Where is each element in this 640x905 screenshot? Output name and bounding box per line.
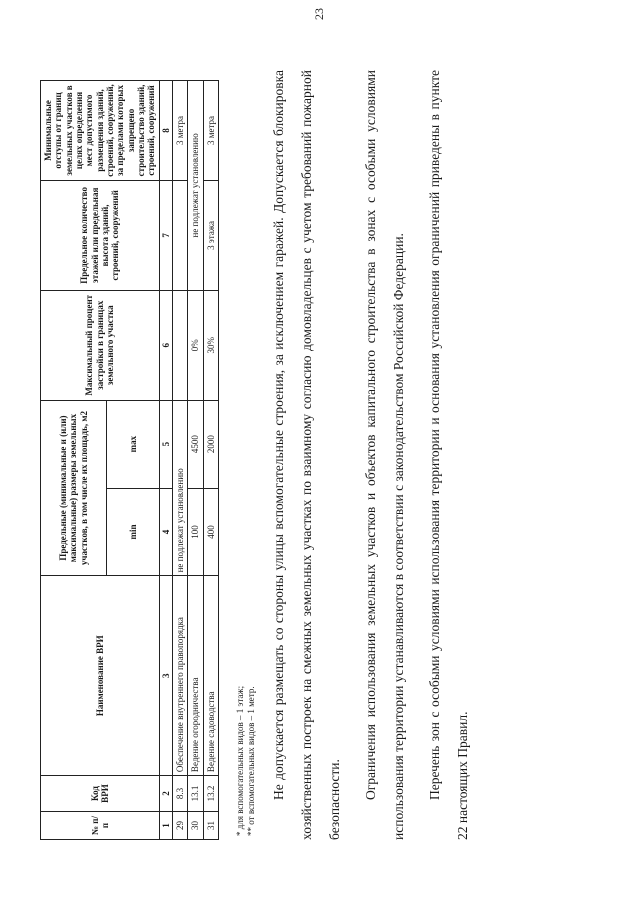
- row-setback: 3 метра: [173, 81, 188, 181]
- header-floors: Предельное количество этажей или предельная высота зданий, строений, сооружений: [41, 180, 160, 290]
- rotated-page-content: [20, 30, 620, 880]
- row-code: 13.1: [188, 776, 203, 812]
- column-number: 4: [159, 488, 172, 576]
- row-max: 4500: [188, 400, 203, 488]
- row-name: Обеспечение внутреннего правопорядка: [173, 576, 188, 776]
- header-percent: Максимальный процент застройки в границах земельного участка: [41, 290, 160, 400]
- row-code: 8.3: [173, 776, 188, 812]
- table-notes: [235, 686, 258, 836]
- paragraph: Ограничения использования земельных участков и объектов капитального строительства в зонах с особыми условиями использования территории устанавливаются в соответствии с законодательством Российской Федерации.: [363, 70, 406, 840]
- header-max: max: [106, 400, 159, 488]
- table-note: ** от вспомогательных видов – 1 метр.: [246, 686, 257, 836]
- paragraph: Перечень зон с особыми условиями использования территории и основания установления ограничений приведены в пункте 22 настоящих Правил.: [427, 70, 470, 840]
- column-number: 5: [159, 400, 172, 488]
- row-floors: [173, 180, 188, 290]
- column-numbers-row: [159, 81, 172, 840]
- row-code: 13.2: [203, 776, 218, 812]
- land-use-regulations-table: [40, 80, 219, 840]
- table-row: [203, 81, 218, 840]
- row-num: 29: [173, 812, 188, 840]
- row-min: 400: [203, 488, 218, 576]
- row-min: 100: [188, 488, 203, 576]
- column-number: 8: [159, 81, 172, 181]
- row-setback: 3 метра: [203, 81, 218, 181]
- row-max: 2000: [203, 400, 218, 488]
- header-min: min: [106, 488, 159, 576]
- row-size: не подлежат установлению: [173, 400, 188, 576]
- column-number: 6: [159, 290, 172, 400]
- column-number: 7: [159, 180, 172, 290]
- header-size: Предельные (минимальные и (или) максимальные) размеры земельных участков, в том числе их площадь, м2: [41, 400, 107, 576]
- row-floors: 3 этажа: [203, 180, 218, 290]
- page-number: 23: [312, 8, 326, 20]
- column-number: 1: [159, 812, 172, 840]
- row-floors-setback: не подлежат установлению: [188, 81, 203, 291]
- header-num: № п/п: [41, 812, 160, 840]
- row-name: Ведение садоводства: [203, 576, 218, 776]
- body-text: [265, 70, 485, 840]
- table-header-row: [41, 81, 107, 840]
- row-percent: 30%: [203, 290, 218, 400]
- table-row: [173, 81, 188, 840]
- header-code: Код ВРИ: [41, 776, 160, 812]
- row-percent: [173, 290, 188, 400]
- paragraph: Не допускается размещать со стороны улицы вспомогательные строения, за исключением гаражей. Допускается блокировка хозяйственных построек на смежных земельных участках по взаимному согласию домовладельцев с учетом требований пожарной безопасности.: [271, 70, 342, 840]
- column-number: 3: [159, 576, 172, 776]
- table-row: [188, 81, 203, 840]
- table-note: * для вспомогательных видов – 1 этаж;: [235, 685, 245, 836]
- row-num: 30: [188, 812, 203, 840]
- header-name: Наименование ВРИ: [41, 576, 160, 776]
- row-num: 31: [203, 812, 218, 840]
- column-number: 2: [159, 776, 172, 812]
- row-percent: 0%: [188, 290, 203, 400]
- header-setback: Минимальные отступы от границ земельных участков в целях определения мест допустимого размещения зданий, строений, сооружений, за пределами которых запрещено строительство зданий, строений, сооружений: [41, 81, 160, 181]
- row-name: Ведение огородничества: [188, 576, 203, 776]
